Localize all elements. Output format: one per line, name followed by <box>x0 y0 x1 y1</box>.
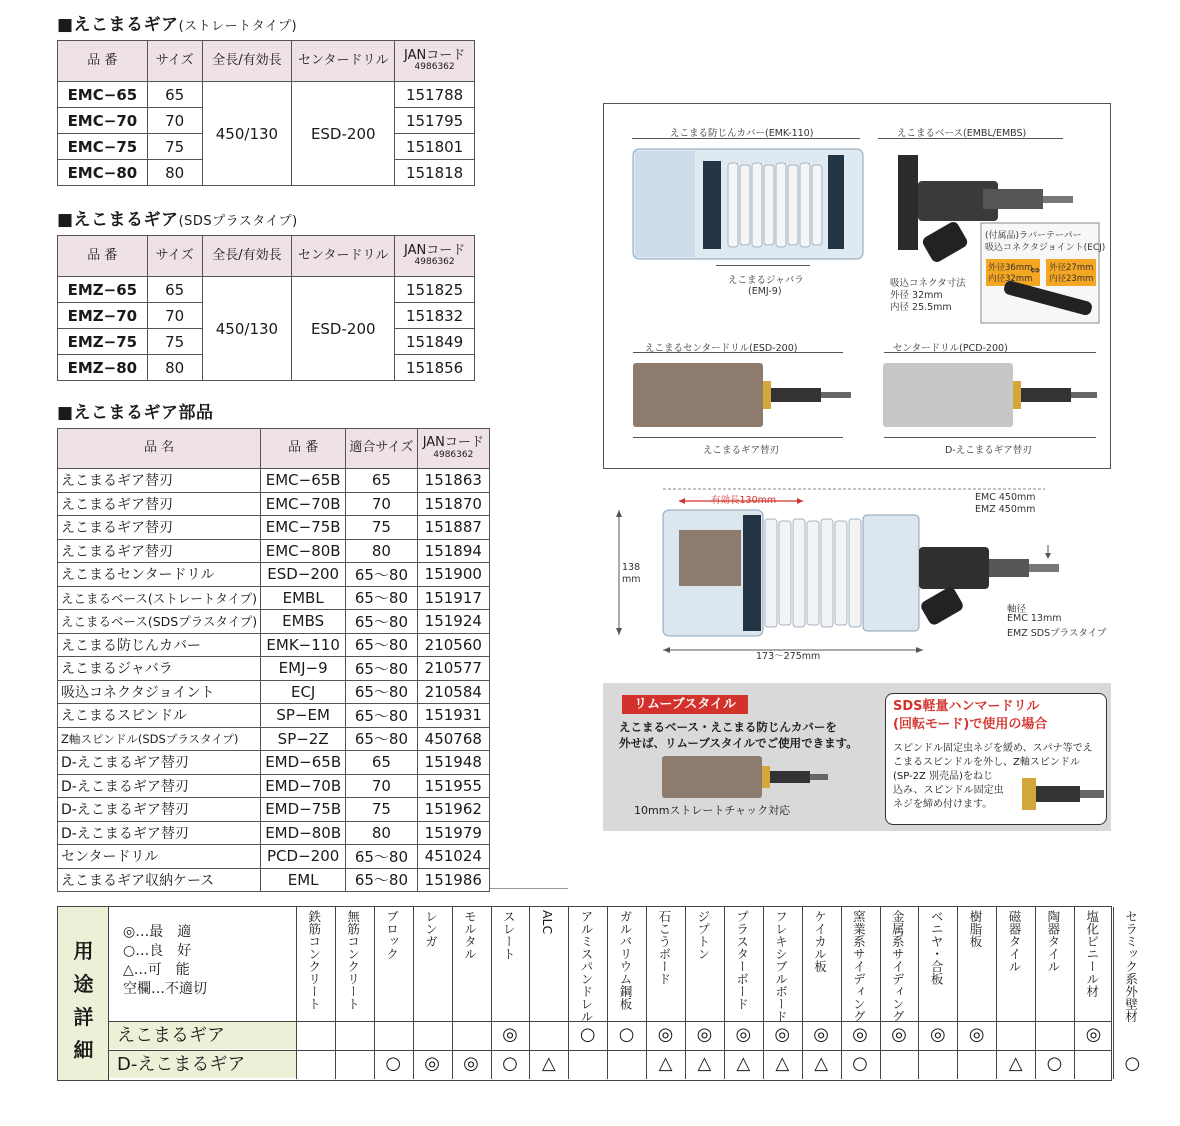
usage-material-header <box>374 907 413 1021</box>
part-code: EMC−80B <box>261 539 346 563</box>
usage-material-header <box>413 907 452 1021</box>
part-name: Z軸スピンドル(SDSプラスタイプ) <box>58 727 261 751</box>
part-jan: 151894 <box>417 539 489 563</box>
straight-table <box>57 40 475 186</box>
jan-cell: 151825 <box>395 277 475 303</box>
usage-material-header <box>491 907 530 1021</box>
usage-material-header <box>1113 907 1152 1021</box>
part-jan: 151931 <box>417 704 489 728</box>
jan-cell: 151832 <box>395 303 475 329</box>
parts-section-title <box>57 398 214 423</box>
header-length: 全長/有効長 <box>202 41 292 82</box>
usage-material-header <box>880 907 919 1021</box>
parts-divider <box>490 888 568 889</box>
part-size: 65〜80 <box>346 845 417 869</box>
header-jan: JANコード 4986362 <box>417 429 489 469</box>
sds-text-line: (SP-2Z 別売品)をねじ <box>893 771 993 782</box>
usage-mark: △ <box>697 1053 712 1074</box>
header-size: サイズ <box>147 236 202 277</box>
usage-material-header <box>763 907 802 1021</box>
part-size: 75 <box>346 516 417 540</box>
usage-mark: ○ <box>618 1024 635 1045</box>
part-size: 80 <box>346 821 417 845</box>
part-jan: 151917 <box>417 586 489 610</box>
connector-outer: 外径 32mm <box>890 290 943 301</box>
parts-row <box>58 516 490 540</box>
center-drill-image <box>633 363 763 427</box>
size-cell: 80 <box>147 160 202 186</box>
parts-row <box>58 868 490 892</box>
blade2-line <box>884 437 1096 438</box>
part-name: えこまるジャバラ <box>58 657 261 681</box>
usage-material-header <box>841 907 880 1021</box>
usage-mark: ◎ <box>424 1053 440 1074</box>
usage-product-emc: えこまるギア <box>109 1021 296 1049</box>
usage-material-header <box>996 907 1035 1021</box>
usage-material-header <box>607 907 646 1021</box>
straight-section-title <box>57 10 297 35</box>
remove-style-note: 10mmストレートチャック対応 <box>634 804 791 817</box>
part-size: 65〜80 <box>346 633 417 657</box>
parts-diagram <box>603 103 1111 469</box>
part-name: えこまるギア替刃 <box>58 492 261 516</box>
product-code: EMZ−75 <box>58 329 148 355</box>
part-name: えこまるギア替刃 <box>58 516 261 540</box>
header-length: 全長/有効長 <box>202 236 292 277</box>
straight-subtitle: (ストレートタイプ) <box>178 19 298 34</box>
remove-line-1: えこまるベース・えこまる防じんカバーを <box>619 720 837 734</box>
usage-mark: ○ <box>1124 1053 1141 1074</box>
usage-side-char: 用 <box>73 939 94 963</box>
usage-material-header <box>646 907 685 1021</box>
part-code: EMJ−9 <box>261 657 346 681</box>
cover-caption-line <box>632 138 860 139</box>
part-name: 吸込コネクタジョイント <box>58 680 261 704</box>
bellows-code: (EMJ-9) <box>748 286 782 297</box>
usage-material-label: アルミスパンドレル <box>579 910 595 1023</box>
diameter-arrow: ⇔ <box>1030 263 1041 277</box>
usage-mark: ◎ <box>735 1024 752 1045</box>
header-name: 品 名 <box>58 429 261 469</box>
parts-row <box>58 492 490 516</box>
part-size: 65〜80 <box>346 657 417 681</box>
parts-title: ■えこまるギア部品 <box>57 403 214 423</box>
parts-row <box>58 774 490 798</box>
parts-row <box>58 845 490 869</box>
usage-material-label: ブロック <box>384 910 400 960</box>
usage-mark: ◎ <box>929 1024 946 1045</box>
usage-side-char: 途 <box>73 972 94 996</box>
legend-unsuitable: 空欄…不適切 <box>123 980 207 997</box>
height-unit: mm <box>622 574 641 585</box>
part-name: えこまるスピンドル <box>58 704 261 728</box>
header-jan: JANコード 4986362 <box>395 41 475 82</box>
sds-text-line: スピンドル固定虫ネジを緩め、スパナ等でえ <box>893 743 1093 754</box>
part-jan: 151863 <box>417 469 489 493</box>
part-name: D-えこまるギア替刃 <box>58 798 261 822</box>
usage-material-label: 磁器タイル <box>1006 910 1022 973</box>
product-code: EMC−75 <box>58 134 148 160</box>
blade-caption: えこまるギア替刃 <box>703 445 780 456</box>
usage-material-label: プラスターボード <box>734 910 750 1010</box>
part-name: えこまるベース(ストレートタイプ) <box>58 586 261 610</box>
bellows-caption: えこまるジャバラ <box>728 275 804 286</box>
part-name: えこまるギア替刃 <box>58 469 261 493</box>
part-size: 70 <box>346 774 417 798</box>
part-code: SP−EM <box>261 704 346 728</box>
inner-23: 内径23mm <box>1049 274 1094 284</box>
pcd-drill-image <box>883 363 1013 427</box>
usage-material-label: ケイカル板 <box>812 910 828 973</box>
part-size: 65〜80 <box>346 563 417 587</box>
usage-material-header <box>724 907 763 1021</box>
base-caption-line <box>878 138 1063 139</box>
legend-good: ○…良 好 <box>123 942 192 959</box>
connector-title-2: 吸込コネクタジョイント(ECJ) <box>985 243 1106 253</box>
jan-cell: 151818 <box>395 160 475 186</box>
part-jan: 451024 <box>417 845 489 869</box>
size-cell: 70 <box>147 108 202 134</box>
usage-material-header <box>1035 907 1074 1021</box>
part-code: ECJ <box>261 680 346 704</box>
usage-material-label: 塩化ビニール材 <box>1084 910 1100 998</box>
length-cell: 450/130 <box>202 82 292 186</box>
usage-material-label: ALC <box>540 910 556 935</box>
parts-table <box>57 428 490 892</box>
spindle-image <box>1020 768 1106 820</box>
usage-material-label: セラミック系外壁材 <box>1123 910 1139 1023</box>
usage-material-label: 鉄筋コンクリート <box>306 910 322 1010</box>
part-jan: 151948 <box>417 751 489 775</box>
usage-material-header <box>568 907 607 1021</box>
base-image <box>898 155 918 250</box>
parts-row <box>58 680 490 704</box>
product-code: EMZ−70 <box>58 303 148 329</box>
size-cell: 65 <box>147 82 202 108</box>
part-code: EML <box>261 868 346 892</box>
product-code: EMC−65 <box>58 82 148 108</box>
header-size: 適合サイズ <box>346 429 417 469</box>
usage-mark: ◎ <box>891 1024 907 1045</box>
parts-row <box>58 657 490 681</box>
parts-row <box>58 469 490 493</box>
part-code: EMC−70B <box>261 492 346 516</box>
bellows-caption-line <box>716 265 810 266</box>
usage-material-header <box>685 907 724 1021</box>
cover-caption: えこまる防じんカバー(EMK-110) <box>670 128 814 139</box>
usage-product-emd: D-えこまるギア <box>109 1050 296 1078</box>
jan-cell: 151849 <box>395 329 475 355</box>
product-code: EMC−80 <box>58 160 148 186</box>
part-jan: 151870 <box>417 492 489 516</box>
usage-mark: ○ <box>385 1053 402 1074</box>
usage-legend <box>123 923 207 999</box>
sds-title: ■えこまるギア <box>57 210 179 230</box>
sds-section-title <box>57 205 298 230</box>
part-size: 65〜80 <box>346 610 417 634</box>
product-code: EMZ−65 <box>58 277 148 303</box>
part-jan: 210584 <box>417 680 489 704</box>
part-size: 65〜80 <box>346 586 417 610</box>
size-cell: 65 <box>147 277 202 303</box>
size-cell: 70 <box>147 303 202 329</box>
usage-material-label: ガルバリウム鋼板 <box>617 910 633 1010</box>
sds-table <box>57 235 475 381</box>
part-code: EMBL <box>261 586 346 610</box>
header-hinban: 品 番 <box>58 41 148 82</box>
usage-mark: ◎ <box>774 1024 791 1045</box>
usage-mark: △ <box>775 1053 790 1074</box>
part-name: D-えこまるギア替刃 <box>58 751 261 775</box>
part-size: 75 <box>346 798 417 822</box>
usage-mark: ◎ <box>813 1024 829 1045</box>
usage-mark: ◎ <box>1085 1024 1102 1045</box>
sds-title-1: SDS軽量ハンマードリル <box>893 699 1040 714</box>
sds-text-line: こまるスピンドルを外し、Z軸スピンドル <box>893 757 1080 768</box>
parts-row <box>58 798 490 822</box>
part-name: えこまるギア収納ケース <box>58 868 261 892</box>
emz-length: EMZ 450mm <box>975 504 1036 515</box>
usage-mark: ◎ <box>968 1024 985 1045</box>
size-cell: 75 <box>147 329 202 355</box>
part-jan: 151887 <box>417 516 489 540</box>
header-drill: センタードリル <box>292 236 395 277</box>
size-cell: 80 <box>147 355 202 381</box>
usage-material-label: モルタル <box>462 910 478 960</box>
usage-table <box>57 906 1141 1081</box>
part-name: D-えこまるギア替刃 <box>58 821 261 845</box>
part-size: 65 <box>346 751 417 775</box>
part-jan: 151900 <box>417 563 489 587</box>
parts-row <box>58 633 490 657</box>
shaft-label: 軸径 <box>1007 604 1027 615</box>
part-code: EMD−65B <box>261 751 346 775</box>
usage-material-label: ジプトン <box>695 910 711 960</box>
length-cell: 450/130 <box>202 277 292 381</box>
usage-mark: ○ <box>1046 1053 1063 1074</box>
usage-mark: △ <box>541 1053 556 1074</box>
usage-mark: △ <box>658 1053 673 1074</box>
straight-title: ■えこまるギア <box>57 15 179 35</box>
part-jan: 210560 <box>417 633 489 657</box>
part-code: EMK−110 <box>261 633 346 657</box>
remove-style-drill <box>660 752 830 802</box>
part-jan: 151962 <box>417 798 489 822</box>
connector-dim-title: 吸込コネクタ寸法 <box>890 278 966 289</box>
usage-material-header <box>918 907 957 1021</box>
product-code: EMZ−80 <box>58 355 148 381</box>
usage-material-header <box>802 907 841 1021</box>
pcd-line <box>884 352 1096 353</box>
center-drill-caption: えこまるセンタードリル(ESD-200) <box>645 343 798 354</box>
part-size: 65〜80 <box>346 868 417 892</box>
part-jan: 450768 <box>417 727 489 751</box>
part-code: EMC−75B <box>261 516 346 540</box>
sds-text-line: ネジを締め付けます。 <box>893 799 993 810</box>
part-name: えこまるギア替刃 <box>58 539 261 563</box>
part-jan: 151979 <box>417 821 489 845</box>
usage-material-label: スレート <box>501 910 517 960</box>
part-jan: 151955 <box>417 774 489 798</box>
blade2-caption: D-えこまるギア替刃 <box>945 445 1032 456</box>
usage-material-label: 金属系サイディング <box>890 910 906 1023</box>
parts-row <box>58 586 490 610</box>
parts-row <box>58 821 490 845</box>
usage-mark: ◎ <box>502 1024 518 1045</box>
part-name: えこまるベース(SDSプラスタイプ) <box>58 610 261 634</box>
part-code: EMC−65B <box>261 469 346 493</box>
usage-mark: △ <box>736 1053 751 1074</box>
parts-row <box>58 727 490 751</box>
parts-row <box>58 563 490 587</box>
drill-cell: ESD-200 <box>292 277 395 381</box>
inner-32: 内径32mm <box>988 274 1033 284</box>
usage-material-label: 窯業系サイディング <box>851 910 867 1023</box>
usage-mark: ○ <box>502 1053 518 1074</box>
usage-material-label: レンガ <box>423 910 439 948</box>
usage-mark: ◎ <box>463 1053 479 1074</box>
part-code: EMD−80B <box>261 821 346 845</box>
sds-usage-title <box>893 698 1047 733</box>
assembly-drawing <box>605 475 1115 670</box>
outer-36: 外径36mm <box>988 263 1033 273</box>
usage-mark: ◎ <box>657 1024 674 1045</box>
base-caption: えこまるベース(EMBL/EMBS) <box>897 128 1027 139</box>
usage-side-char: 詳 <box>73 1005 94 1029</box>
usage-material-header <box>957 907 996 1021</box>
header-hinban: 品 番 <box>261 429 346 469</box>
part-size: 65〜80 <box>346 704 417 728</box>
part-code: PCD−200 <box>261 845 346 869</box>
usage-material-header <box>452 907 491 1021</box>
usage-material-label: 陶器タイル <box>1045 910 1061 973</box>
usage-mark: ○ <box>579 1024 596 1045</box>
effective-length: 有効長130mm <box>711 495 777 506</box>
usage-material-label: 樹脂板 <box>968 910 984 948</box>
jan-cell: 151801 <box>395 134 475 160</box>
usage-material-label: フレキシブルボード <box>773 910 789 1023</box>
part-code: EMD−75B <box>261 798 346 822</box>
height-value: 138 <box>622 562 641 573</box>
shaft-emc: EMC 13mm <box>1007 613 1062 624</box>
usage-material-header <box>529 907 568 1021</box>
part-name: えこまる防じんカバー <box>58 633 261 657</box>
parts-row <box>58 539 490 563</box>
usage-material-label: 無筋コンクリート <box>345 910 361 1010</box>
usage-side-label <box>58 907 109 1080</box>
jan-cell: 151788 <box>395 82 475 108</box>
part-code: EMD−70B <box>261 774 346 798</box>
part-size: 65〜80 <box>346 727 417 751</box>
remove-line-2: 外せば、リムーブスタイルでご使用できます。 <box>619 736 858 751</box>
usage-mark: △ <box>814 1053 829 1074</box>
part-name: えこまるセンタードリル <box>58 563 261 587</box>
parts-row <box>58 704 490 728</box>
usage-mark: △ <box>1008 1053 1023 1074</box>
header-hinban: 品 番 <box>58 236 148 277</box>
drill-cell: ESD-200 <box>292 82 395 186</box>
center-drill-line <box>633 352 843 353</box>
width-value: 173〜275mm <box>756 651 821 662</box>
part-size: 65 <box>346 469 417 493</box>
usage-material-label: ベニヤ・合板 <box>929 910 945 985</box>
shaft-emz: EMZ SDSプラスタイプ <box>1007 628 1107 639</box>
connector-inner: 内径 25.5mm <box>890 302 952 313</box>
part-code: ESD−200 <box>261 563 346 587</box>
usage-material-header <box>335 907 374 1021</box>
part-jan: 151924 <box>417 610 489 634</box>
part-jan: 210577 <box>417 657 489 681</box>
size-cell: 75 <box>147 134 202 160</box>
header-jan: JANコード 4986362 <box>395 236 475 277</box>
jan-cell: 151795 <box>395 108 475 134</box>
part-code: SP−2Z <box>261 727 346 751</box>
usage-side-char: 細 <box>73 1038 94 1062</box>
parts-row <box>58 751 490 775</box>
part-code: EMBS <box>261 610 346 634</box>
usage-mark: ◎ <box>696 1024 713 1045</box>
emc-length: EMC 450mm <box>975 492 1036 503</box>
pcd-caption: センタードリル(PCD-200) <box>893 343 1008 354</box>
jan-cell: 151856 <box>395 355 475 381</box>
usage-material-label: 石こうボード <box>656 910 672 985</box>
product-code: EMC−70 <box>58 108 148 134</box>
legend-possible: △…可 能 <box>123 961 190 978</box>
remove-style-tag: リムーブスタイル <box>622 695 748 714</box>
part-name: D-えこまるギア替刃 <box>58 774 261 798</box>
usage-material-header <box>296 907 335 1021</box>
parts-row <box>58 610 490 634</box>
header-size: サイズ <box>147 41 202 82</box>
part-size: 80 <box>346 539 417 563</box>
sds-text-line: 込み、スピンドル固定虫 <box>893 785 1004 796</box>
sds-subtitle: (SDSプラスタイプ) <box>178 214 298 229</box>
legend-best: ◎…最 適 <box>123 924 192 940</box>
part-size: 65〜80 <box>346 680 417 704</box>
remove-style-text <box>619 719 858 751</box>
part-jan: 151986 <box>417 868 489 892</box>
usage-mark: ○ <box>852 1053 868 1074</box>
outer-27: 外径27mm <box>1049 263 1094 273</box>
part-size: 70 <box>346 492 417 516</box>
usage-material-header <box>1074 907 1113 1021</box>
usage-mark: ◎ <box>852 1024 868 1045</box>
blade-line <box>633 437 843 438</box>
connector-title-1: (付属品)ラバーテーパー <box>985 231 1082 241</box>
sds-title-2: (回転モード)で使用の場合 <box>893 716 1048 732</box>
part-name: センタードリル <box>58 845 261 869</box>
header-drill: センタードリル <box>292 41 395 82</box>
